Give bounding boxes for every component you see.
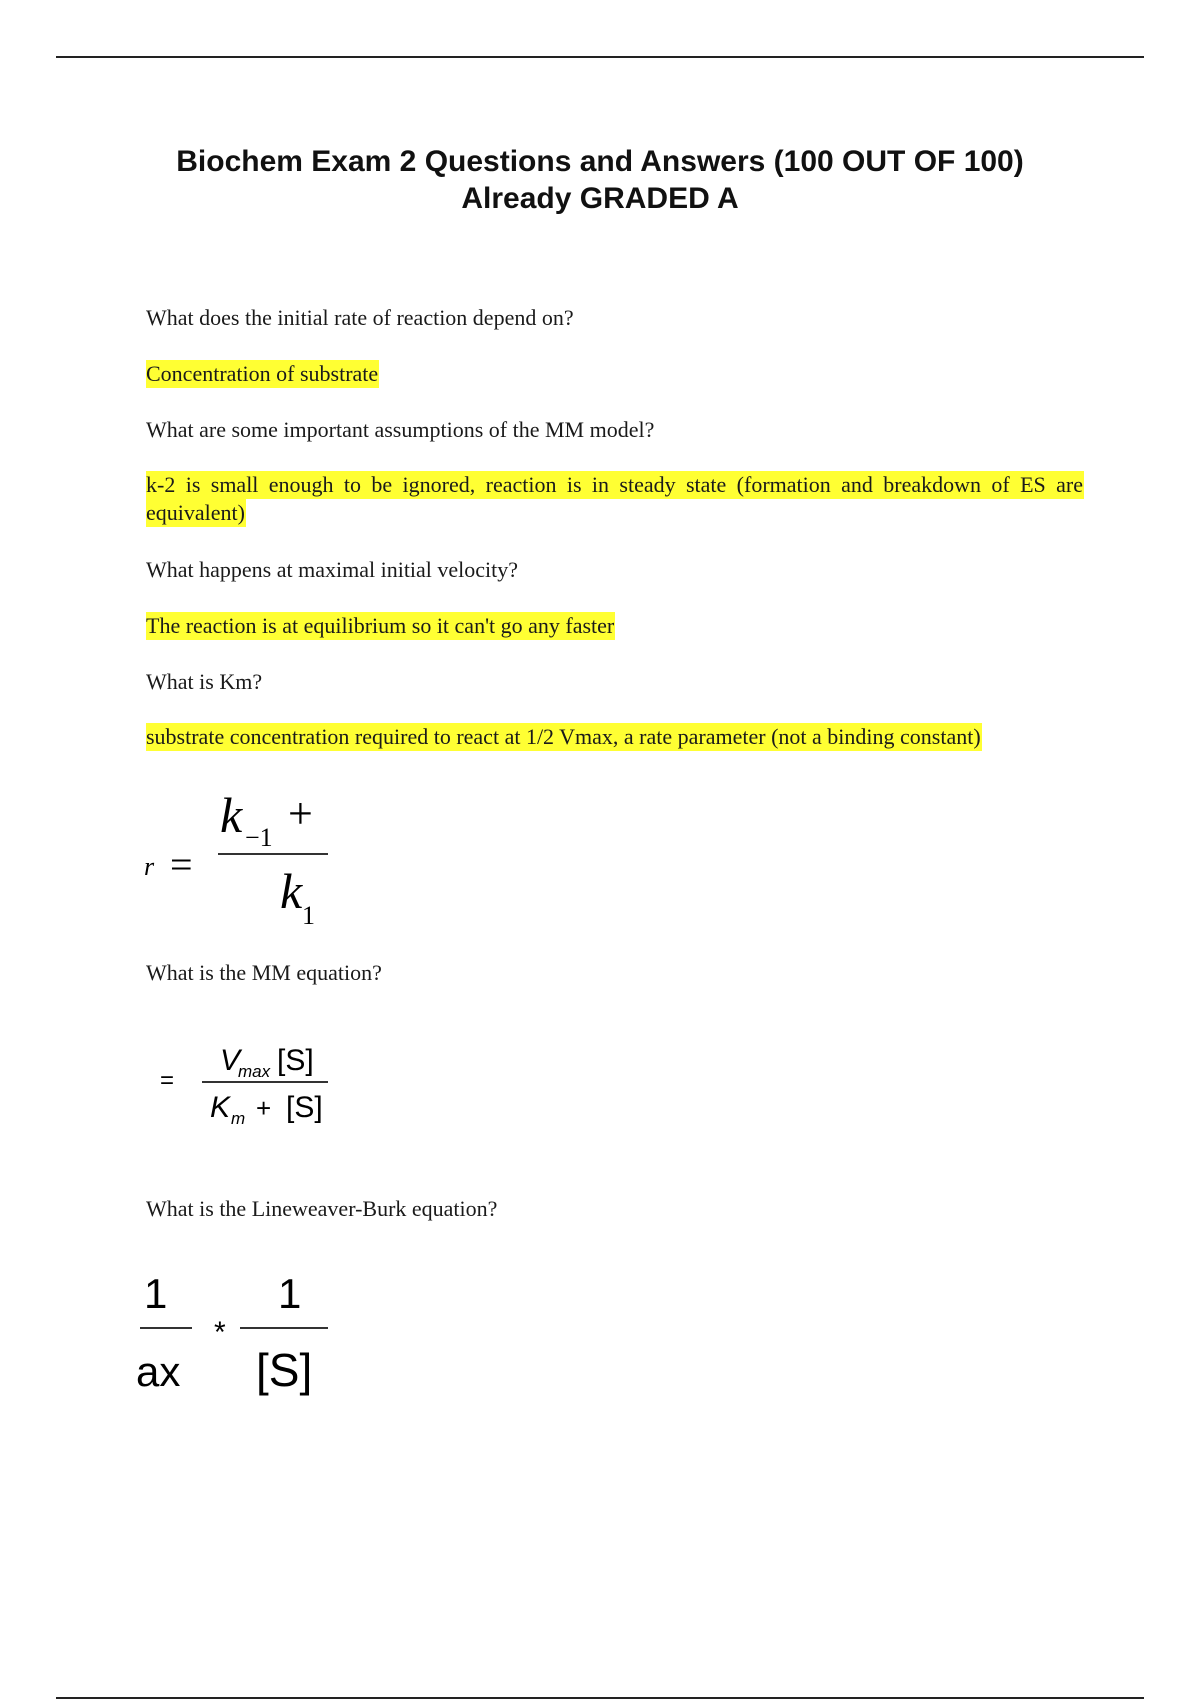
km-formula-denominator-k: k <box>280 863 303 919</box>
mm-equation-km-subscript: m <box>231 1109 246 1128</box>
question-6: What is the Lineweaver-Burk equation? <box>146 1196 498 1221</box>
top-rule <box>56 56 1144 58</box>
lb-equation-left-denominator: ax <box>136 1348 181 1395</box>
mm-equation-numerator-s: [S] <box>277 1044 314 1077</box>
km-formula-image <box>140 780 340 930</box>
document-title <box>100 143 1100 217</box>
mm-equation-vmax-v: V <box>220 1044 241 1077</box>
answer-4 <box>146 723 1086 751</box>
answer-4-text: substrate concentration required to react at 1/2 Vmax, a rate parameter (not a binding constant) <box>146 724 981 749</box>
lb-equation-left-numerator: 1 <box>144 1270 168 1317</box>
title-line-2: Already GRADED A <box>461 182 739 215</box>
mm-equation-plus: + <box>256 1093 272 1123</box>
km-formula-numerator-plus: + <box>288 789 313 838</box>
mm-equation-denominator-s: [S] <box>286 1091 323 1124</box>
question-3: What happens at maximal initial velocity? <box>146 557 519 582</box>
km-formula-left: r <box>144 852 155 881</box>
km-formula-equals: = <box>170 842 193 887</box>
lb-equation-right-denominator: [S] <box>256 1344 313 1396</box>
lineweaver-burk-image <box>136 1262 350 1402</box>
mm-equation-vmax-subscript: max <box>238 1062 271 1081</box>
mm-equation-equals: = <box>160 1067 175 1094</box>
answer-1-text: Concentration of substrate <box>146 361 379 386</box>
mm-equation-km-k: K <box>210 1091 231 1124</box>
lb-equation-right-numerator: 1 <box>278 1270 302 1317</box>
question-4: What is Km? <box>146 669 263 694</box>
answer-2-text: k-2 is small enough to be ignored, reaction is in steady state (formation and breakdown of ES are equivalent) <box>146 472 1083 525</box>
lb-equation-operator: * <box>214 1316 226 1349</box>
title-line-1: Biochem Exam 2 Questions and Answers (100 OUT OF 100) <box>176 145 1024 178</box>
answer-3 <box>146 612 1086 640</box>
mm-equation-image <box>140 1030 350 1140</box>
question-1: What does the initial rate of reaction depend on? <box>146 305 574 330</box>
question-2: What are some important assumptions of the MM model? <box>146 417 655 442</box>
answer-1 <box>146 360 1086 388</box>
answer-3-text: The reaction is at equilibrium so it can't go any faster <box>146 613 615 638</box>
answer-2 <box>146 471 1084 527</box>
bottom-rule <box>56 1697 1144 1699</box>
question-5: What is the MM equation? <box>146 960 382 985</box>
km-formula-numerator-subscript: −1 <box>245 823 273 852</box>
km-formula-denominator-subscript: 1 <box>302 901 315 930</box>
km-formula-numerator-k: k <box>220 787 243 843</box>
